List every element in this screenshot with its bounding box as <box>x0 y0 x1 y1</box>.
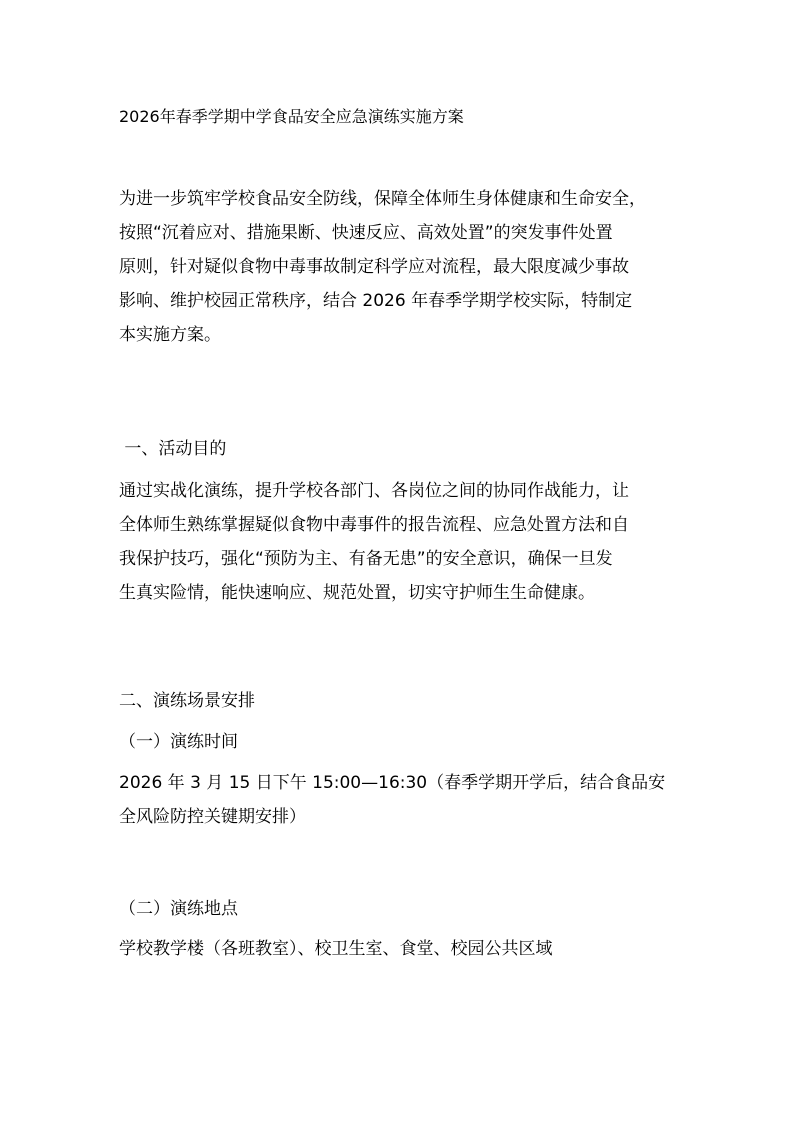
intro-line: 为进一步筑牢学校食品安全防线，保障全体师生身体健康和生命安全， <box>119 189 646 209</box>
section-2-heading: 二、演练场景安排 <box>119 691 255 711</box>
intro-paragraph <box>119 182 689 352</box>
intro-line: 原则，针对疑似食物中毒事故制定科学应对流程，最大限度减少事故 <box>119 257 629 277</box>
section-1-line: 生真实险情，能快速响应、规范处置，切实守护师生生命健康。 <box>119 583 595 603</box>
section-2-2-paragraph <box>119 932 689 966</box>
section-1-line: 通过实战化演练，提升学校各部门、各岗位之间的协同作战能力，让 <box>119 481 629 501</box>
intro-line: 按照“沉着应对、措施果断、快速反应、高效处置”的突发事件处置 <box>119 223 613 243</box>
section-2-1-paragraph <box>119 766 689 834</box>
section-1-heading: 一、活动目的 <box>119 439 227 459</box>
section-1-paragraph <box>119 474 689 610</box>
section-2-2-heading: （二）演练地点 <box>119 899 238 919</box>
section-2-2-line: 学校教学楼（各班教室）、校卫生室、食堂、校园公共区域 <box>119 939 553 959</box>
section-1-line: 我保护技巧，强化“预防为主、有备无患”的安全意识，确保一旦发 <box>119 549 613 569</box>
section-2-1-heading: （一）演练时间 <box>119 732 238 752</box>
intro-line: 影响、维护校园正常秩序，结合 2026 年春季学期学校实际，特制定 <box>119 291 633 311</box>
intro-line: 本实施方案。 <box>119 325 221 345</box>
section-2-1-line: 全风险防控关键期安排） <box>119 807 306 827</box>
section-2-1-line: 2026 年 3 月 15 日下午 15:00—16:30（春季学期开学后，结合食品安 <box>119 773 666 793</box>
document-title: 2026年春季学期中学食品安全应急演练实施方案 <box>119 107 464 126</box>
section-1-line: 全体师生熟练掌握疑似食物中毒事件的报告流程、应急处置方法和自 <box>119 515 629 535</box>
